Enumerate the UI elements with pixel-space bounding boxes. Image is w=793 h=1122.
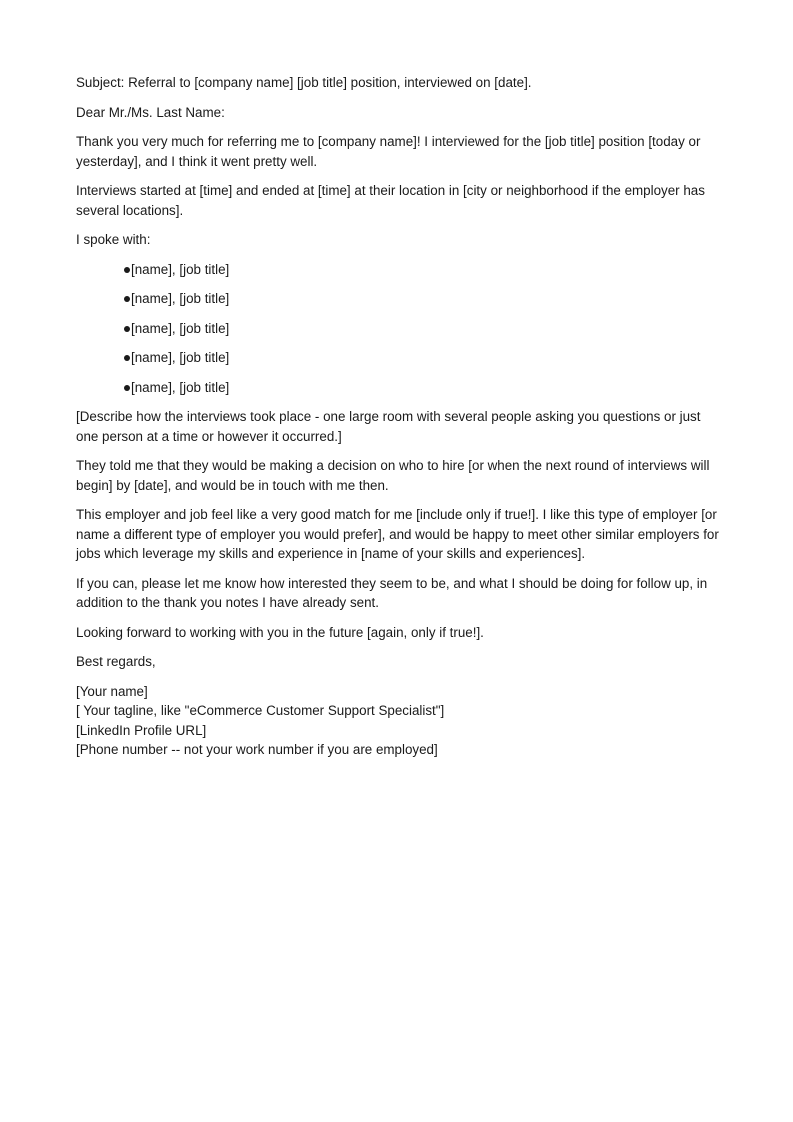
closing: Best regards, <box>76 654 156 669</box>
paragraph-match: This employer and job feel like a very good match for me [include only if true!]. I like this type of employer [or name a different type of employer you would prefer], and would be happy to meet other similar employers for jobs which leverage my skills and experience in [name of your skills and experiences]. <box>76 507 719 561</box>
list-item <box>76 348 724 368</box>
bullet-icon <box>124 296 130 302</box>
list-item <box>76 378 724 398</box>
interviewer-text: [name], [job title] <box>131 379 230 395</box>
bullet-icon <box>124 326 130 332</box>
subject-line: Subject: Referral to [company name] [job title] position, interviewed on [date]. <box>76 75 532 90</box>
signature-block <box>76 682 724 760</box>
interviewer-list <box>76 260 724 398</box>
interviewer-text: [name], [job title] <box>131 350 230 365</box>
paragraph-describe: [Describe how the interviews took place - one large room with several people asking you questions or just one person at a time or however it occurred.] <box>76 409 701 444</box>
signature-tagline: [ Your tagline, like "eCommerce Customer Support Specialist"] <box>76 703 445 718</box>
paragraph-followup: If you can, please let me know how interested they seem to be, and what I should be doing for follow up, in addition to the thank you notes I have already sent. <box>76 575 708 610</box>
list-item <box>76 319 724 339</box>
paragraph-decision: They told me that they would be making a decision on who to hire [or when the next round of interviews will begin] by [date], and would be in touch with me then. <box>76 458 710 493</box>
paragraph-interviews: Interviews started at [time] and ended at [time] at their location in [city or neighborhood if the employer has several locations]. <box>76 183 705 218</box>
interviewer-text: [name], [job title] <box>131 291 230 306</box>
interviewer-text: [name], [job title] <box>131 261 230 277</box>
bullet-icon <box>124 385 130 391</box>
bullet-icon <box>124 267 130 273</box>
spoke-with-label: I spoke with: <box>76 232 151 247</box>
paragraph-thanks: Thank you very much for referring me to [company name]! I interviewed for the [job title] position [today or yesterday], and I think it went pretty well. <box>76 134 701 169</box>
bullet-icon <box>124 355 130 361</box>
salutation: Dear Mr./Ms. Last Name: <box>76 104 225 120</box>
list-item <box>76 289 724 309</box>
signature-linkedin: [LinkedIn Profile URL] <box>76 722 207 738</box>
signature-name: [Your name] <box>76 683 148 699</box>
list-item <box>76 260 724 280</box>
signature-phone: [Phone number -- not your work number if you are employed] <box>76 742 438 757</box>
paragraph-future: Looking forward to working with you in the future [again, only if true!]. <box>76 624 484 640</box>
interviewer-text: [name], [job title] <box>131 320 230 336</box>
letter-body <box>76 73 724 770</box>
